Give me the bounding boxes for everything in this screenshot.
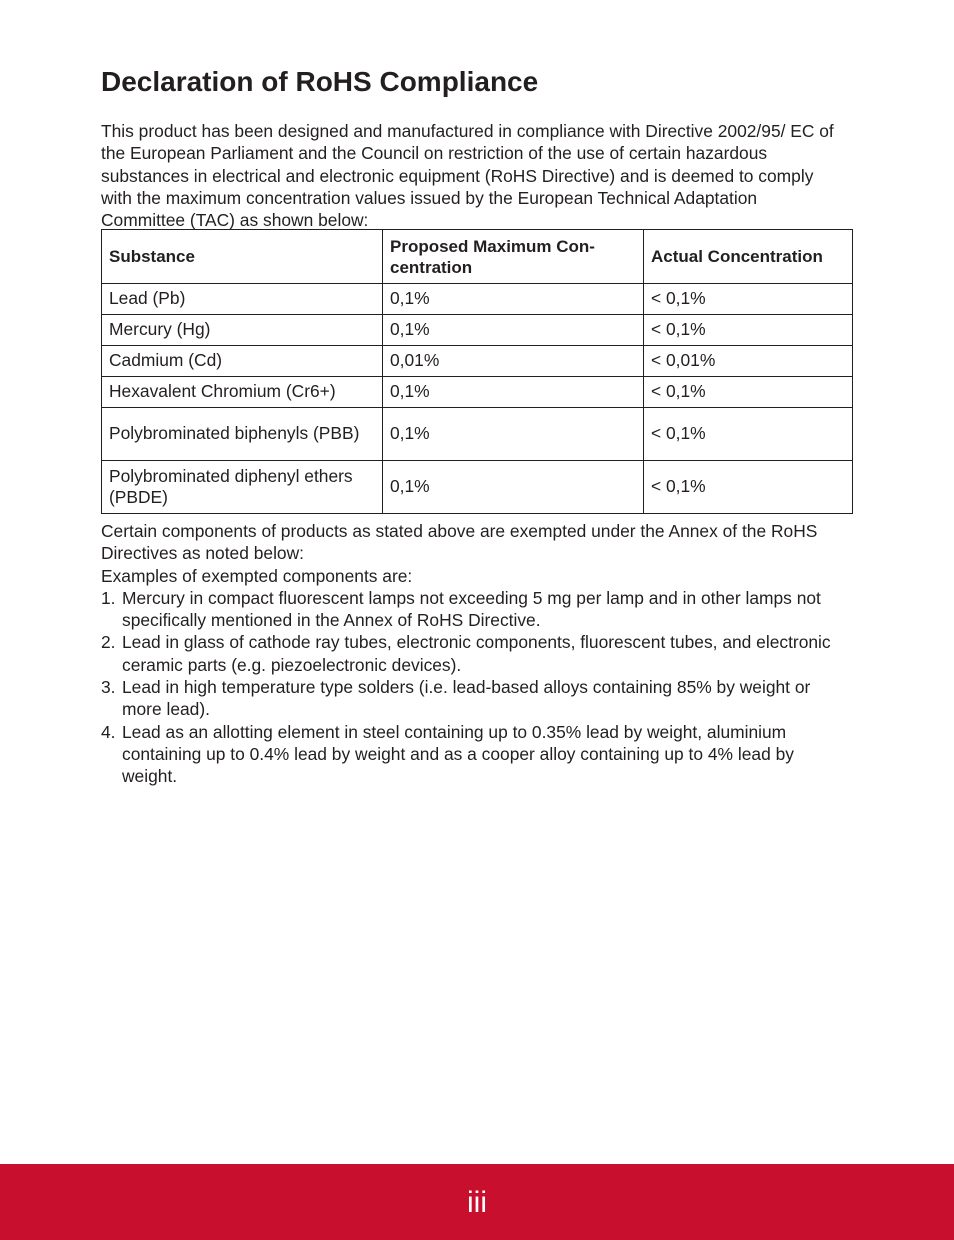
list-item — [101, 587, 846, 632]
cell-proposed-max: 0,1% — [383, 315, 644, 346]
cell-proposed-max: 0,1% — [383, 408, 644, 461]
list-item-text: Lead in high temperature type solders (i.e. lead-based alloys containing 85% by weight or more lead). — [122, 677, 811, 720]
intro-paragraph: This product has been designed and manufactured in compliance with Directive 2002/95/ EC of the European Parliament and the Council on restriction of the use of certain hazardous substances in electrical and electronic equipment (RoHS Directive) and is deemed to comply with the maximum concentration values issued by the European Technical Adaptation Committee (TAC) as shown below: — [101, 121, 834, 231]
table-row — [102, 408, 853, 461]
list-item-text: Mercury in compact fluorescent lamps not exceeding 5 mg per lamp and in other lamps not specifically mentioned in the Annex of RoHS Directive. — [122, 587, 821, 631]
column-header-actual: Actual Concentration — [644, 230, 853, 284]
exemption-intro: Certain components of products as stated above are exempted under the Annex of the RoHS Directives as noted below: — [101, 521, 818, 564]
table-row — [102, 284, 853, 315]
list-item — [101, 631, 846, 676]
rohs-substance-table — [101, 229, 853, 514]
cell-substance: Lead (Pb) — [102, 284, 383, 315]
column-header-proposed-max: Proposed Maximum Con- centration — [383, 230, 644, 284]
cell-proposed-max: 0,1% — [383, 377, 644, 408]
page-number: iii — [467, 1186, 487, 1219]
cell-actual: < 0,1% — [644, 377, 853, 408]
cell-actual: < 0,1% — [644, 461, 853, 514]
cell-actual: < 0,1% — [644, 408, 853, 461]
cell-actual: < 0,1% — [644, 284, 853, 315]
cell-substance: Polybrominated diphenyl ethers (PBDE) — [102, 461, 383, 514]
list-item-number: 2. — [101, 632, 116, 653]
list-item-number: 3. — [101, 677, 116, 698]
table-row — [102, 377, 853, 408]
cell-substance: Hexavalent Chromium (Cr6+) — [102, 377, 383, 408]
table-row — [102, 315, 853, 346]
cell-actual: < 0,1% — [644, 315, 853, 346]
column-header-substance: Substance — [102, 230, 383, 284]
list-item — [101, 676, 846, 721]
cell-substance: Cadmium (Cd) — [102, 346, 383, 377]
list-item-number: 4. — [101, 721, 116, 742]
table-header-row — [102, 230, 853, 284]
exemptions-list — [101, 587, 846, 788]
cell-substance: Polybrominated biphenyls (PBB) — [102, 408, 383, 461]
table-row — [102, 461, 853, 514]
cell-substance: Mercury (Hg) — [102, 315, 383, 346]
cell-actual: < 0,01% — [644, 346, 853, 377]
table-row — [102, 346, 853, 377]
list-item-text: Lead as an allotting element in steel containing up to 0.35% lead by weight, aluminium containing up to 0.4% lead by weight and as a cooper alloy containing up to 4% lead by weight. — [122, 721, 794, 787]
cell-proposed-max: 0,01% — [383, 346, 644, 377]
cell-proposed-max: 0,1% — [383, 461, 644, 514]
exemptions-section — [101, 520, 846, 788]
list-item-number: 1. — [101, 587, 116, 608]
list-item-text: Lead in glass of cathode ray tubes, electronic components, fluorescent tubes, and electronic ceramic parts (e.g. piezoelectronic devices). — [122, 632, 831, 675]
examples-heading: Examples of exempted components are: — [101, 565, 413, 586]
list-item — [101, 721, 846, 788]
cell-proposed-max: 0,1% — [383, 284, 644, 315]
page-title: Declaration of RoHS Compliance — [101, 66, 539, 97]
